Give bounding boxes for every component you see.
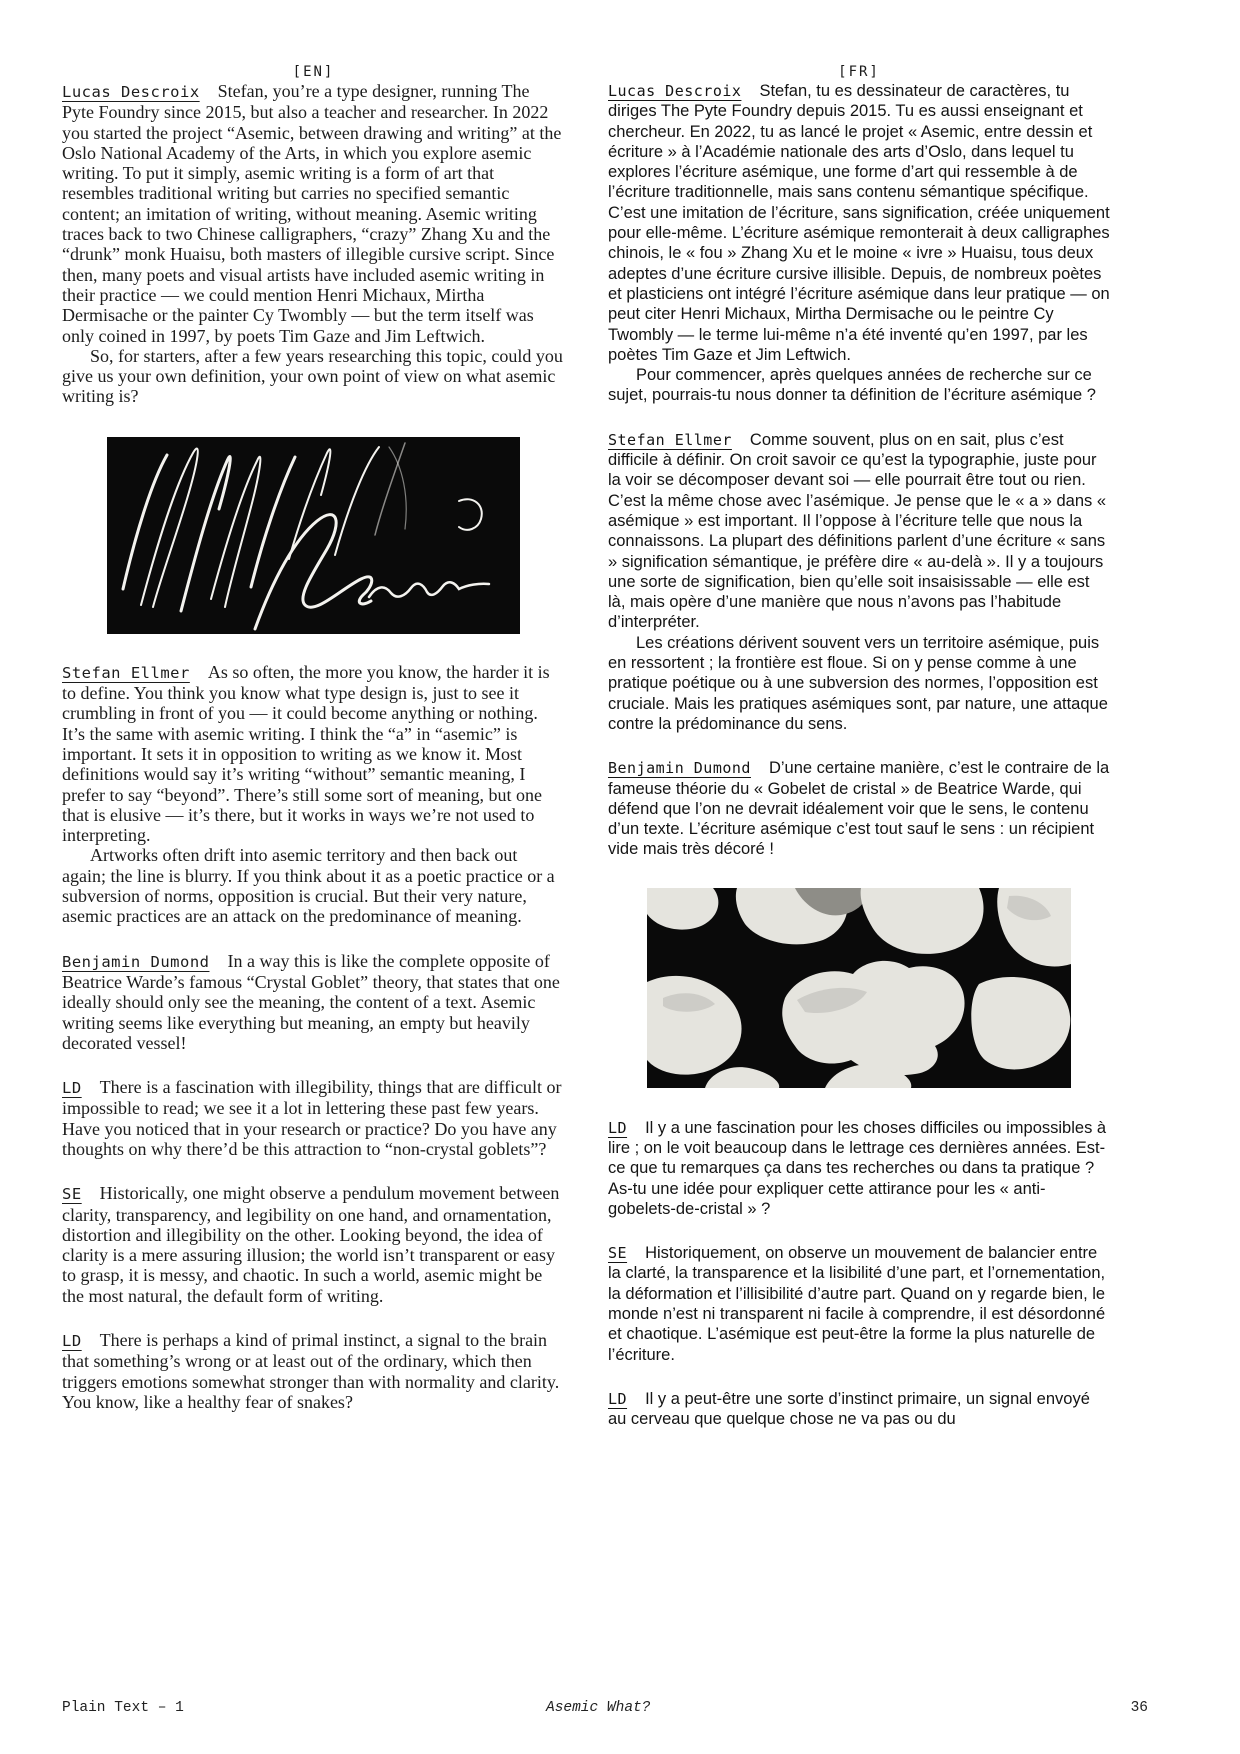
- footer-article-title: Asemic What?: [546, 1700, 651, 1716]
- asemic-ink-blobs-drawing: [647, 888, 1071, 1088]
- paragraph: [62, 1330, 565, 1412]
- dialogue-block: [62, 1330, 565, 1412]
- speaker-label: LD: [608, 1389, 628, 1408]
- dialogue-block: [608, 1389, 1110, 1430]
- paragraph: [608, 81, 1110, 365]
- paragraph-text: Stefan, tu es dessinateur de caractères, tu diriges The Pyte Foundry depuis 2015. Tu es aussi enseignant et chercheur. En 2022, tu as lancé le projet « Asemic, entre dessin et écriture » à l’Académie nationale des arts d’Oslo, dans lequel tu explores l’écriture asémique, une forme d’art qui ressemble à de l’écriture traditionnelle, mais sans contenu sémantique spécifique. C’est une imitation de l’écriture, sans signification, créée uniquement pour elle-même. L’écriture asémique remonterait à deux calligraphes chinois, le « fou » Zhang Xu et le moine « ivre » Huaisu, tous deux adeptes d’une écriture cursive illisible. Depuis, de nombreux poètes et plasticiens ont intégré l’écriture asémique dans leur pratique — on peut citer Henri Michaux, Mirtha Dermisache ou le peintre Cy Twombly — le terme lui-même n’a été inventé qu’en 1997, par les poètes Tim Gaze et Jim Leftwich.: [608, 82, 1110, 364]
- paragraph: [62, 1077, 565, 1159]
- speaker-label: Lucas Descroix: [62, 83, 200, 101]
- dialogue-block: [608, 430, 1110, 734]
- paragraph-text: Il y a peut-être une sorte d’instinct primaire, un signal envoyé au cerveau que quelque chose ne va pas ou du: [608, 1389, 1090, 1429]
- dialogue-block: [62, 81, 565, 407]
- lang-tag-en: [EN]: [292, 64, 335, 80]
- paragraph-text: In a way this is like the complete opposite of Beatrice Warde’s famous “Crystal Goblet” theory, that states that one ideally should only see the meaning, the content of a text. Asemic writing seems like everything but meaning, an empty but heavily decorated vessel!: [62, 950, 560, 1053]
- paragraph-text: Stefan, you’re a type designer, running The Pyte Foundry since 2015, but also a teacher and researcher. In 2022 you started the project “Asemic, between drawing and writing” at the Oslo National Academy of the Arts, in which you explore asemic writing. To put it simply, asemic writing is a form of art that resembles traditional writing but carries no specified semantic content; an imitation of writing, without meaning. Asemic writing traces back to two Chinese calligraphers, “crazy” Zhang Xu and the “drunk” monk Huaisu, both masters of illegible cursive script. Since then, many poets and visual artists have included asemic writing in their practice — we could mention Henri Michaux, Mirtha Dermisache or the painter Cy Twombly — but the term itself was only coined in 1997, by poets Tim Gaze and Jim Leftwich.: [62, 81, 562, 346]
- paragraph: Artworks often drift into asemic territory and then back out again; the line is blurry. If you think about it as a poetic practice or a subversion of norms, opposition is crucial. But their very nature, asemic practices are an attack on the predominance of meaning.: [62, 845, 555, 927]
- paragraph: [62, 951, 565, 1053]
- lang-tag-fr: [FR]: [838, 64, 880, 80]
- paragraph: [608, 430, 1110, 633]
- paragraph: Les créations dérivent souvent vers un territoire asémique, puis en ressortent ; la frontière est floue. Si on y pense comme à une pratique poétique ou à une subversion des normes, l’opposition est cruciale. Mais les pratiques asémiques sont, par nature, une attaque contre la prédominance du sens.: [608, 633, 1108, 733]
- paragraph: [608, 1243, 1110, 1365]
- dialogue-block: [62, 1183, 565, 1306]
- paragraph: Pour commencer, après quelques années de recherche sur ce sujet, pourrais-tu nous donner ta définition de l’écriture asémique ?: [608, 366, 1096, 405]
- paragraph: [62, 1183, 565, 1306]
- paragraph: [62, 81, 565, 346]
- dialogue-block: [608, 1243, 1110, 1365]
- dialogue-block: [608, 81, 1110, 406]
- speaker-label: Lucas Descroix: [608, 82, 742, 100]
- paragraph-text: Il y a une fascination pour les choses difficiles ou impossibles à lire ; on le voit beaucoup dans le lettrage ces dernières années. Est-ce que tu remarques ça dans tes recherches ou dans ta pratique ? As-tu une idée pour expliquer cette attirance pour les « anti-gobelets-de-cristal » ?: [608, 1118, 1107, 1218]
- footer-page-number: 36: [1130, 1700, 1148, 1716]
- paragraph: [608, 1389, 1110, 1430]
- paragraph-text: There is a fascination with illegibility, things that are difficult or impossible to read; we see it a lot in lettering these past few years. Have you noticed that in your research or practice? Do you have any thoughts on why there’d be this attraction to “non-crystal goblets”?: [62, 1077, 562, 1159]
- paragraph-text: Comme souvent, plus on en sait, plus c’est difficile à définir. On croit savoir ce qu’est la typographie, juste pour la voir se décomposer devant soi — elle pourrait être tout ou rien. C’est la même chose avec l’asémique. Je pense que le « a » dans « asémique » est important. Il l’oppose à l’écriture telle que nous la connaissons. La plupart des définitions parlent d’une écriture « sans » signification sémantique, je préfère dire « au-delà ». Il y a toujours une sorte de signification, bien qu’elle soit insaisissable — elle est là, mais opère d’une manière que nous n’avons pas l’habitude d’interpréter.: [608, 430, 1107, 632]
- speaker-label: Benjamin Dumond: [62, 952, 210, 971]
- column-fr: [608, 64, 1110, 1430]
- dialogue-block: [62, 951, 565, 1053]
- paragraph-text: As so often, the more you know, the harder it is to define. You think you know what type design is, just to see it crumbling in front of you — it could become anything or nothing. It’s the same with asemic writing. I think the “a” in “asemic” is important. It sets it in opposition to writing as we know it. Most definitions would say it’s writing “without” semantic meaning, I prefer to say “beyond”. There’s still some sort of meaning, but one that is elusive — it’s there, but it works in ways we’re not used to interpreting.: [62, 661, 550, 846]
- speaker-label: Stefan Ellmer: [62, 663, 190, 682]
- paragraph: [62, 662, 565, 846]
- paragraph-text: D’une certaine manière, c’est le contraire de la fameuse théorie du « Gobelet de cristal » de Beatrice Warde, qui défend que l’on ne devrait idéalement voir que le sens, le contenu d’un texte. L’écriture asémique c’est tout sauf le sens : un récipient vide mais très décoré !: [608, 759, 1110, 859]
- dialogue-block: [608, 1118, 1110, 1219]
- asemic-scribble-calligraphy-drawing: [107, 437, 520, 634]
- speaker-label: SE: [608, 1244, 628, 1263]
- asemic-scribble-image: [107, 437, 520, 634]
- dialogue-block: [608, 758, 1110, 859]
- paragraph-text: Historically, one might observe a pendulum movement between clarity, transparency, and legibility on one hand, and ornamentation, distortion and illegibility on the other. Looking beyond, the idea of clarity is a mere assuring illusion; the world isn’t transparent or easy to grasp, it is messy, and chaotic. In such a world, asemic might be the most natural, the default form of writing.: [62, 1183, 560, 1306]
- dialogue-block: [62, 662, 565, 927]
- column-en: [62, 64, 565, 1412]
- speaker-label: LD: [62, 1332, 82, 1351]
- speaker-label: LD: [62, 1079, 82, 1098]
- footer-publication-title: Plain Text – 1: [62, 1700, 184, 1716]
- speaker-label: Benjamin Dumond: [608, 759, 751, 778]
- paragraph-text: There is perhaps a kind of primal instinct, a signal to the brain that something’s wrong or at least out of the ordinary, which then triggers emotions somewhat stronger than with normality and clarity. You know, like a healthy fear of snakes?: [62, 1330, 560, 1412]
- paragraph: So, for starters, after a few years researching this topic, could you give us your own definition, your own point of view on what asemic writing is?: [62, 345, 563, 407]
- paragraph: [608, 758, 1110, 859]
- speaker-label: Stefan Ellmer: [608, 430, 732, 449]
- paragraph-text: Historiquement, on observe un mouvement de balancier entre la clarté, la transparence et la lisibilité d’une part, et l’ornementation, la déformation et l’illisibilité d’autre part. Quand on y regarde bien, le monde n’est ni transparent ni facile à comprendre, il est désordonné et chaotique. L’asémique est peut-être la forme la plus naturelle de l’écriture.: [608, 1244, 1106, 1364]
- paragraph: [608, 1118, 1110, 1219]
- speaker-label: SE: [62, 1185, 82, 1204]
- speaker-label: LD: [608, 1118, 628, 1137]
- asemic-blobs-image: [647, 888, 1071, 1088]
- dialogue-block: [62, 1077, 565, 1159]
